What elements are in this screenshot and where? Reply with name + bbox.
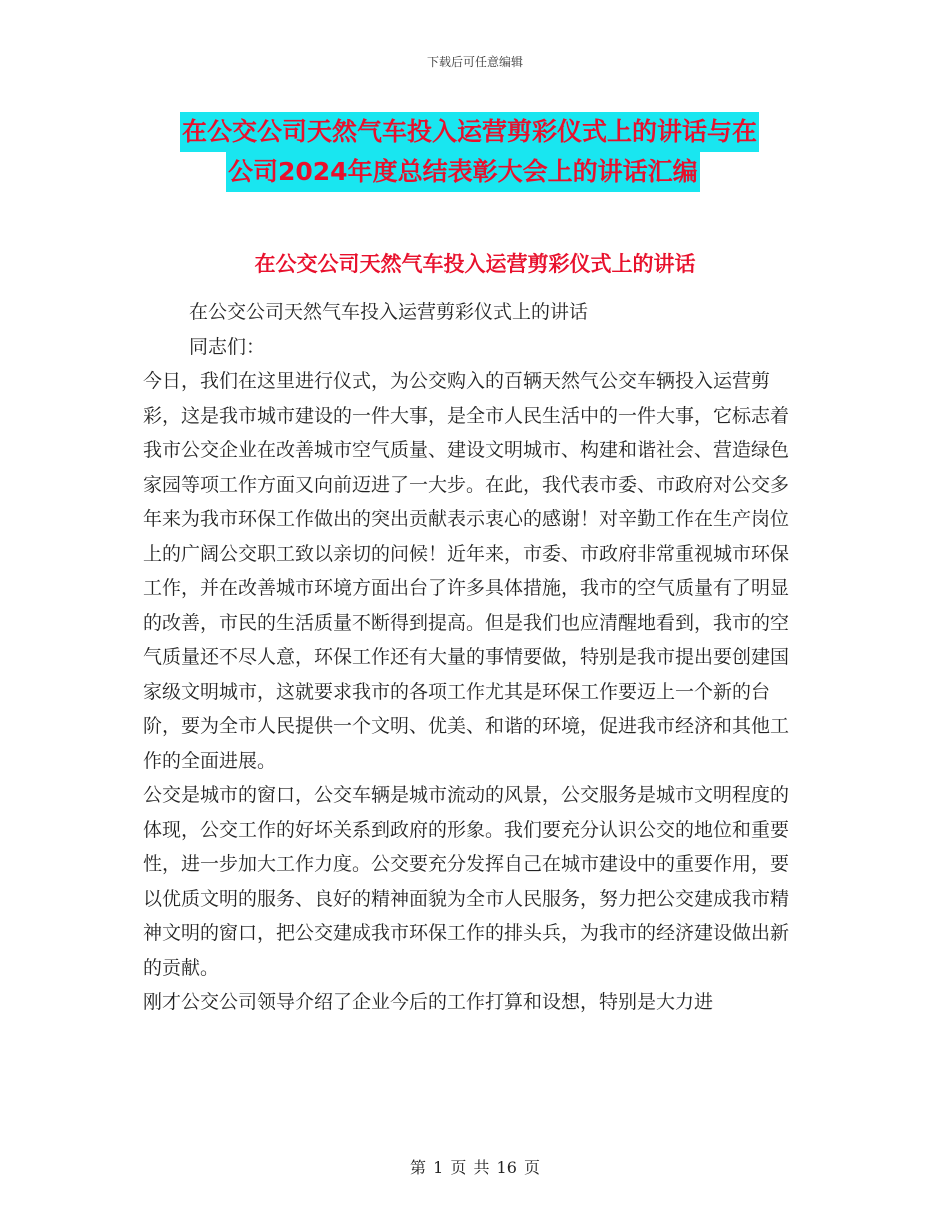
paragraph: 今日，我们在这里进行仪式，为公交购入的百辆天然气公交车辆投入运营剪彩，这是我市城市建设的一件大事，是全市人民生活中的一件大事，它标志着我市公交企业在改善城市空气质量、建设文明城市、构建和谐社会、营造绿色家园等项工作方面又向前迈进了一大步。在此，我代表市委、市政府对公交多年来为我市环保工作做出的突出贡献表示衷心的感谢！对辛勤工作在生产岗位上的广阔公交职工致以亲切的问候！近年来，市委、市政府非常重视城市环保工作，并在改善城市环境方面出台了许多具体措施，我市的空气质量有了明显的改善，市民的生活质量不断得到提高。但是我们也应清醒地看到，我市的空气质量还不尽人意，环保工作还有大量的事情要做，特别是我市提出要创建国家级文明城市，这就要求我市的各项工作尤其是环保工作要迈上一个新的台阶，要为全市人民提供一个文明、优美、和谐的环境，促进我市经济和其他工作的全面进展。 <box>143 370 790 772</box>
section-title: 在公交公司天然气车投入运营剪彩仪式上的讲话 <box>254 252 696 276</box>
page-number: 第 1 页 共 16 页 <box>410 1158 540 1177</box>
document-title-line-2: 公司2024年度总结表彰大会上的讲话汇编 <box>226 152 700 192</box>
document-title <box>180 112 820 192</box>
header-note: 下载后可任意编辑 <box>426 55 523 69</box>
salutation: 同志们： <box>189 335 266 358</box>
paragraph: 刚才公交公司领导介绍了企业今后的工作打算和设想，特别是大力进 <box>143 991 714 1013</box>
document-body <box>143 295 803 1020</box>
document-title-line-1: 在公交公司天然气车投入运营剪彩仪式上的讲话与在 <box>180 112 759 152</box>
speech-subtitle: 在公交公司天然气车投入运营剪彩仪式上的讲话 <box>189 301 589 323</box>
paragraph: 公交是城市的窗口，公交车辆是城市流动的风景，公交服务是城市文明程度的体现，公交工作的好坏关系到政府的形象。我们要充分认识公交的地位和重要性，进一步加大工作力度。公交要充分发挥自己在城市建设中的重要作用，要以优质文明的服务、良好的精神面貌为全市人民服务，努力把公交建成我市精神文明的窗口，把公交建成我市环保工作的排头兵，为我市的经济建设做出新的贡献。 <box>143 784 790 979</box>
